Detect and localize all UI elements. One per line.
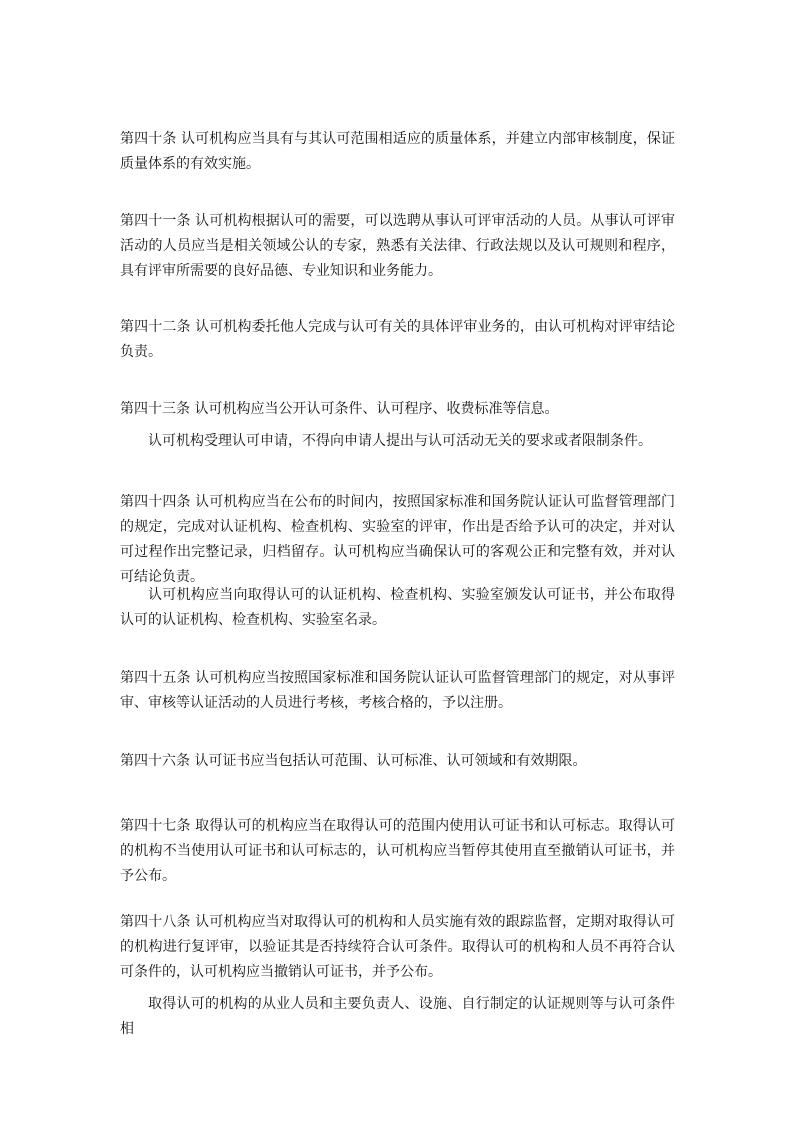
article-48: 第四十八条 认可机构应当对取得认可的机构和人员实施有效的跟踪监督，定期对取得认可的机构进行复评审，以验证其是否持续符合认可条件。取得认可的机构和人员不再符合认可条件的，认可机构应当撤销认可证书，并予公布。 (120, 914, 675, 980)
article-41: 第四十一条 认可机构根据认可的需要，可以选聘从事认可评审活动的人员。从事认可评审活动的人员应当是相关领域公认的专家，熟悉有关法律、行政法规以及认可规则和程序，具有评审所需要的良好品德、专业知识和业务能力。 (120, 213, 675, 279)
article-47: 第四十七条 取得认可的机构应当在取得认可的范围内使用认可证书和认可标志。取得认可的机构不当使用认可证书和认可标志的，认可机构应当暂停其使用直至撤销认可证书，并予公布。 (120, 818, 675, 884)
article-44: 第四十四条 认可机构应当在公布的时间内，按照国家标准和国务院认证认可监督管理部门的规定，完成对认证机构、检查机构、实验室的评审，作出是否给予认可的决定，并对认可过程作出完整记录，归档留存。认可机构应当确保认可的客观公正和完整有效，并对认可结论负责。 (120, 494, 675, 585)
article-40: 第四十条 认可机构应当具有与其认可范围相适应的质量体系，并建立内部审核制度，保证质量体系的有效实施。 (120, 131, 675, 172)
article-43: 第四十三条 认可机构应当公开认可条件、认可程序、收费标准等信息。 (120, 401, 559, 417)
article-43-continuation: 认可机构受理认可申请，不得向申请人提出与认可活动无关的要求或者限制条件。 (148, 433, 652, 449)
article-42: 第四十二条 认可机构委托他人完成与认可有关的具体评审业务的，由认可机构对评审结论负责。 (120, 319, 675, 360)
article-46: 第四十六条 认可证书应当包括认可范围、认可标准、认可领域和有效期限。 (120, 753, 587, 769)
article-44-continuation: 认可机构应当向取得认可的认证机构、检查机构、实验室颁发认可证书，并公布取得认可的认证机构、检查机构、实验室名录。 (120, 587, 675, 628)
article-48-continuation: 取得认可的机构的从业人员和主要负责人、设施、自行制定的认证规则等与认可条件相 (120, 996, 675, 1037)
article-45: 第四十五条 认可机构应当按照国家标准和国务院认证认可监督管理部门的规定，对从事评审、审核等认证活动的人员进行考核，考核合格的，予以注册。 (120, 670, 675, 711)
